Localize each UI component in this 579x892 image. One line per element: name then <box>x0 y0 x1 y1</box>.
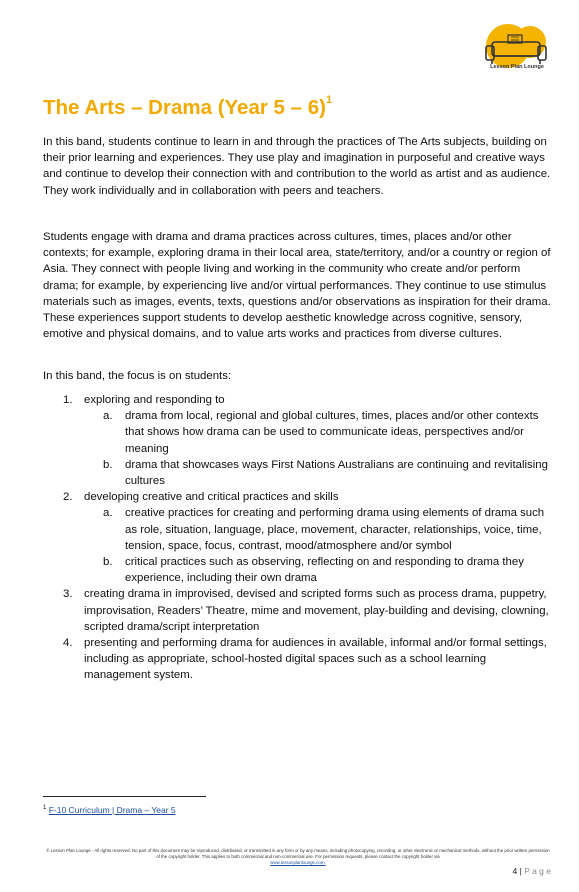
list-number: 2. <box>63 491 73 504</box>
footnote-ref[interactable]: 1 <box>325 94 333 106</box>
list-item <box>43 489 555 505</box>
footnote <box>43 805 176 815</box>
footnote-link[interactable]: F-10 Curriculum | Drama – Year 5 <box>48 805 176 815</box>
focus-list <box>43 392 555 684</box>
sub-letter: b. <box>103 458 113 471</box>
logo-text: Lesson Plan Lounge <box>490 64 544 70</box>
engagement-paragraph: Students engage with drama and drama practices across cultures, times, places and/or other contexts; for example, exploring drama in their local area, state/territory, and/or a country or region of Asia. They connect with people living and working in the community who create and/or perform drama; for example, by experiencing live and/or virtual performances. They continue to use stimulus materials such as images, events, texts, questions and/or observations as inspiration for their drama. These experiences support students to develop aesthetic knowledge across cognitive, sensory, emotive and physical domains, and to value arts works and practices from diverse cultures. <box>43 231 551 341</box>
sub-item-text: critical practices such as observing, reflecting on and responding to drama they experience, including their own drama <box>125 556 524 585</box>
sub-list-item <box>43 408 555 457</box>
list-item-text: exploring and responding to <box>84 394 225 406</box>
sub-list-item <box>43 457 555 489</box>
copyright-link[interactable]: www.lessonplanlounge.com. <box>270 860 326 865</box>
page-number <box>513 866 551 876</box>
list-item <box>43 392 555 408</box>
copyright-text: © Lesson Plan Lounge - All rights reserved. No part of this document may be reproduced, distributed, or transmitted in any form or by any means, including photocopying, recording, or other electronic or mechanical methods, without the prior written permission of the copyright holder. This applies to both commercial and non-commercial use. For permission requests, please contact the copyright holder via <box>46 848 550 859</box>
list-item <box>43 586 555 635</box>
sub-letter: a. <box>103 507 113 520</box>
lesson-plan-lounge-logo <box>478 20 556 80</box>
focus-intro: In this band, the focus is on students: <box>43 370 232 382</box>
sub-list-item <box>43 505 555 554</box>
page-title: The Arts – Drama (Year 5 – 6)$^1$ <box>43 94 333 119</box>
page-number-value: 4 <box>512 866 518 876</box>
sub-letter: b. <box>103 556 113 569</box>
list-item-text: creating drama in improvised, devised and scripted forms such as process drama, puppetry, improvisation, Readers’ Theatre, mime and movement, play-building and devising, clowning, scripted drama/script interpretation <box>84 588 549 633</box>
sub-item-text: drama from local, regional and global cultures, times, places and/or other contexts that shows how drama can be used to communicate ideas, perspectives and/or meaning <box>125 410 539 455</box>
page-separator: | <box>517 866 525 876</box>
list-number: 1. <box>63 394 73 406</box>
list-item-text: presenting and performing drama for audiences in available, informal and/or formal settings, including as appropriate, school-hosted digital spaces such as a school learning management system. <box>84 637 547 682</box>
sub-list-item <box>43 554 555 586</box>
list-number: 3. <box>63 588 73 601</box>
list-item <box>43 635 555 684</box>
page-label: P a g e <box>524 866 551 876</box>
sub-item-text: creative practices for creating and performing drama using elements of drama such as role, situation, language, place, movement, character, relationships, voice, time, tension, space, focus, contrast, mood/atmosphere and/or symbol <box>125 507 545 552</box>
list-item-text: developing creative and critical practices and skills <box>84 491 339 504</box>
sub-letter: a. <box>103 410 113 423</box>
list-number: 4. <box>63 637 73 650</box>
footnote-divider <box>43 796 206 797</box>
sub-item-text: drama that showcases ways First Nations Australians are continuing and revitalising cultures <box>125 458 548 488</box>
copyright-notice <box>46 848 550 866</box>
intro-paragraph: In this band, students continue to learn in and through the practices of The Arts subjects, building on their prior learning and experiences. They use play and imagination in purposeful and creative ways and continue to develop their connection with and contribution to the world as artist and as audience. They work individually and in collaboration with peers and teachers. <box>43 136 551 197</box>
footnote-number: 1 <box>43 805 47 812</box>
